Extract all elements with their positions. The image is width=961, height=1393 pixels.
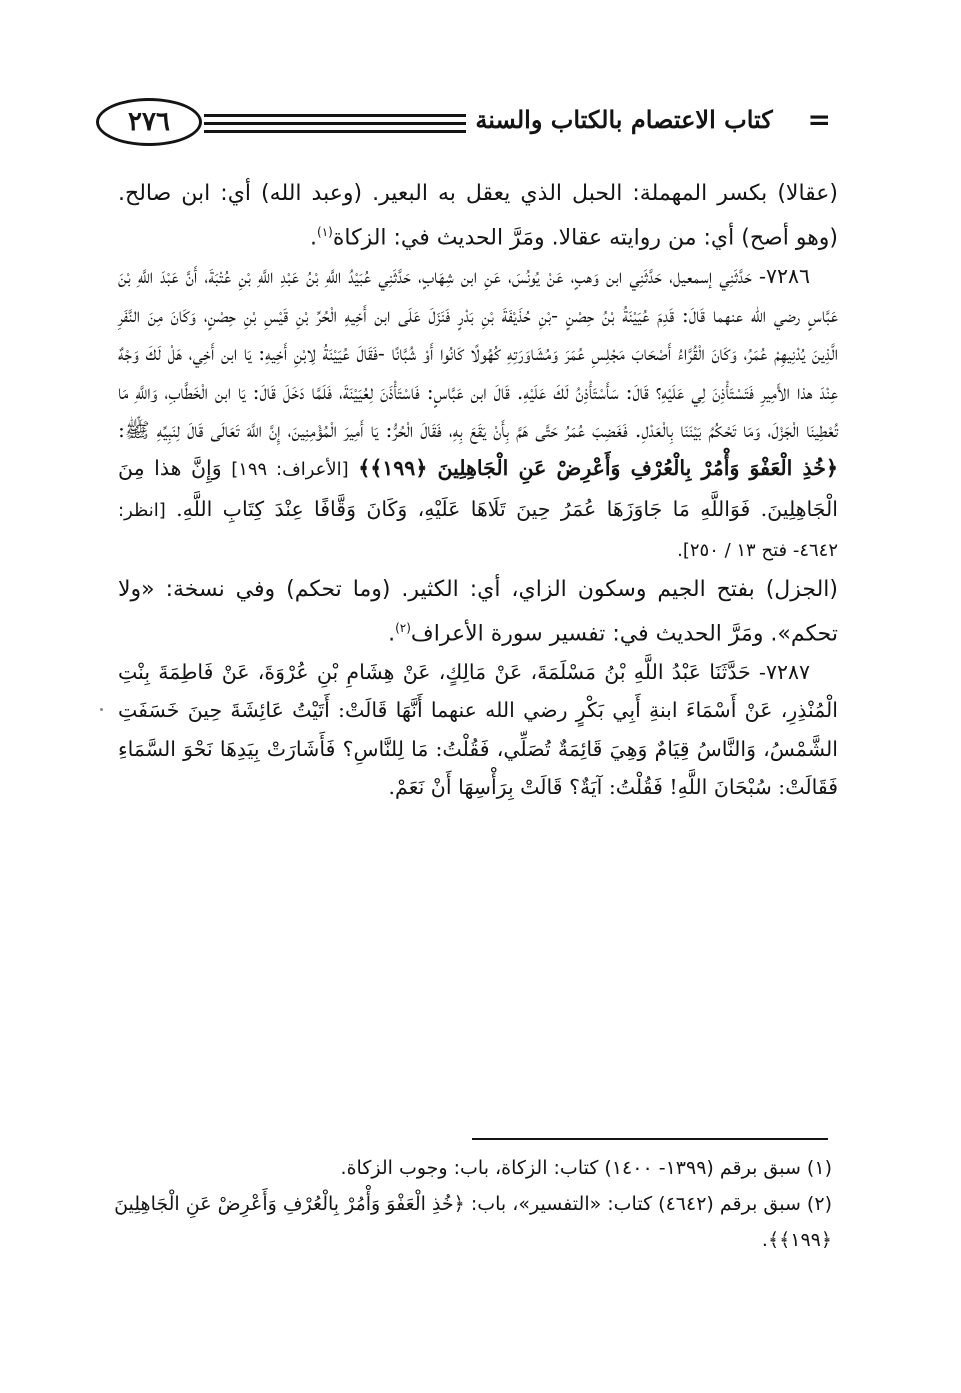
- main-text: [118, 175, 838, 807]
- page-number: ٢٧٦: [96, 98, 202, 146]
- quran-reference: [الأعراف: ١٩٩]: [231, 459, 349, 481]
- hadith-paragraph: [118, 257, 838, 570]
- commentary-paragraph: [118, 571, 838, 653]
- footnote-marker: (٢): [395, 620, 411, 635]
- commentary-paragraph: [118, 175, 838, 257]
- header-ornament: =: [807, 103, 831, 136]
- footnotes: [110, 1150, 832, 1258]
- commentary-text: (الجزل) بفتح الجيم وسكون الزاي، أي: الكثير. (وما تحكم) وفي نسخة: «ولا تحكم». ومَرَّ الحديث في: تفسير سورة الأعراف: [118, 576, 838, 646]
- hadith-text-continued: وَإِنَّ هذا مِنَ الْجَاهِلِينَ. فَوَاللَّهِ مَا جَاوَزَهَا عُمَرُ حِينَ تَلَاهَا عَلَيْهِ، وَكَانَ وَقَّافًا عِنْدَ كِتَابِ اللَّهِ.: [118, 456, 838, 521]
- header-rule: [204, 122, 466, 125]
- quran-verse: ﴿خُذِ الْعَفْوَ وَأْمُرْ بِالْعُرْفِ وَأَعْرِضْ عَنِ الْجَاهِلِينَ ﴿١٩٩﴾﴾: [358, 456, 838, 481]
- cross-reference: [انظر: ٤٦٤٢- فتح ١٣ / ٢٥٠].: [118, 499, 838, 562]
- running-header: [96, 98, 831, 144]
- footnote-marker: (١): [317, 225, 333, 239]
- margin-mark: [100, 708, 103, 711]
- sentence-end: .: [388, 620, 396, 646]
- hadith-paragraph: [118, 653, 838, 807]
- header-rule: [204, 114, 466, 117]
- commentary-text: (عقالا) بكسر المهملة: الحبل الذي يعقل به البعير. (وعبد الله) أي: ابن صالح. (وهو أصح) أي: من روايته عقالا. ومَرَّ الحديث في: الزكاة: [118, 181, 838, 251]
- footnote: (٢) سبق برقم (٤٦٤٢) كتاب: «التفسير»، باب: ﴿خُذِ الْعَفْوَ وَأْمُرْ بِالْعُرْفِ وَأَعْرِضْ عَنِ الْجَاهِلِينَ ﴿١٩٩﴾﴾.: [114, 1193, 832, 1251]
- footnote-separator: [472, 1138, 828, 1140]
- sentence-end: .: [310, 225, 318, 251]
- hadith-text: ٧٢٨٦- حَدَّثَنِي إسمعيل، حَدَّثَنِي ابن وَهبٍ، عَنْ يُونُسَ، عَنِ ابن شِهَابٍ، حَدَّثَنِي عُبَيْدُ اللَّهِ بْنُ عَبْدِ اللَّهِ بْنِ عُتْبَةَ، أَنَّ عَبْدَ اللَّهِ بْنَ عَبَّاسٍ رضي الله عنهما قَالَ: قَدِمَ عُيَيْنَةُ بْنُ حِصْنٍ -بْنِ حُذَيْفَةَ بْنِ بَدْرٍ فَنَزَلَ عَلَى ابن أَخِيهِ الْحُرِّ بْنِ قَيْسِ بْنِ حِصْنٍ، وَكَانَ مِنَ النَّفَرِ الَّذِينَ يُدْنِيهِمْ عُمَرُ، وَكَانَ الْقُرَّاءُ أَصْحَابَ مَجْلِسِ عُمَرَ وَمُشَاوَرَتِهِ كُهُولًا كَانُوا أَوْ شُبَّانًا -فَقَالَ عُيَيْنَةُ لِابْنِ أَخِيهِ: يَا ابن أَخِي، هَلْ لَكَ وَجْهٌ عِنْدَ هذا الأَمِيرِ فَتَسْتَأْذِنَ لِي عَلَيْهِ؟ قَالَ: سَأَسْتَأْذِنُ لَكَ عَلَيْهِ. قَالَ ابن عَبَّاسٍ: فَاسْتَأْذَنَ لِعُيَيْنَةَ، فَلَمَّا دَخَلَ قَالَ: يَا ابن الْخَطَّابِ، وَاللَّهِ مَا تُعْطِينَا الْجَزْلَ، وَمَا تَحْكُمُ بَيْنَنَا بِالْعَدْلِ. فَغَضِبَ عُمَرُ حَتَّى هَمَّ بِأَنْ يَقَعَ بِهِ، فَقَالَ الْحُرُّ: يَا أَمِيرَ الْمُؤْمِنِينَ، إِنَّ اللَّهَ تَعَالَى قَالَ لِنَبِيِّهِ ﷺ:: [118, 264, 838, 442]
- footnote: (١) سبق برقم (١٣٩٩- ١٤٠٠) كتاب: الزكاة، باب: وجوب الزكاة.: [340, 1157, 832, 1179]
- header-rule: [204, 130, 466, 133]
- book-title: كتاب الاعتصام بالكتاب والسنة: [475, 105, 773, 134]
- hadith-text: ٧٢٨٧- حَدَّثَنَا عَبْدُ اللَّهِ بْنُ مَسْلَمَةَ، عَنْ مَالِكٍ، عَنْ هِشَامِ بْنِ عُرْوَةَ، عَنْ فَاطِمَةَ بِنْتِ الْمُنْذِرِ، عَنْ أَسْمَاءَ ابنةِ أَبِي بَكْرٍ رضي الله عنهما أَنَّهَا قَالَتْ: أَتَيْتُ عَائِشَةَ حِينَ خَسَفَتِ الشَّمْسُ، وَالنَّاسُ قِيَامٌ وَهِيَ قَائِمَةٌ تُصَلِّي، فَقُلْتُ: مَا لِلنَّاسِ؟ فَأَشَارَتْ بِيَدِهَا نَحْوَ السَّمَاءِ فَقَالَتْ: سُبْحَانَ اللَّهِ! فَقُلْتُ: آيَةٌ؟ قَالَتْ بِرَأْسِهَا أَنْ نَعَمْ.: [118, 659, 838, 800]
